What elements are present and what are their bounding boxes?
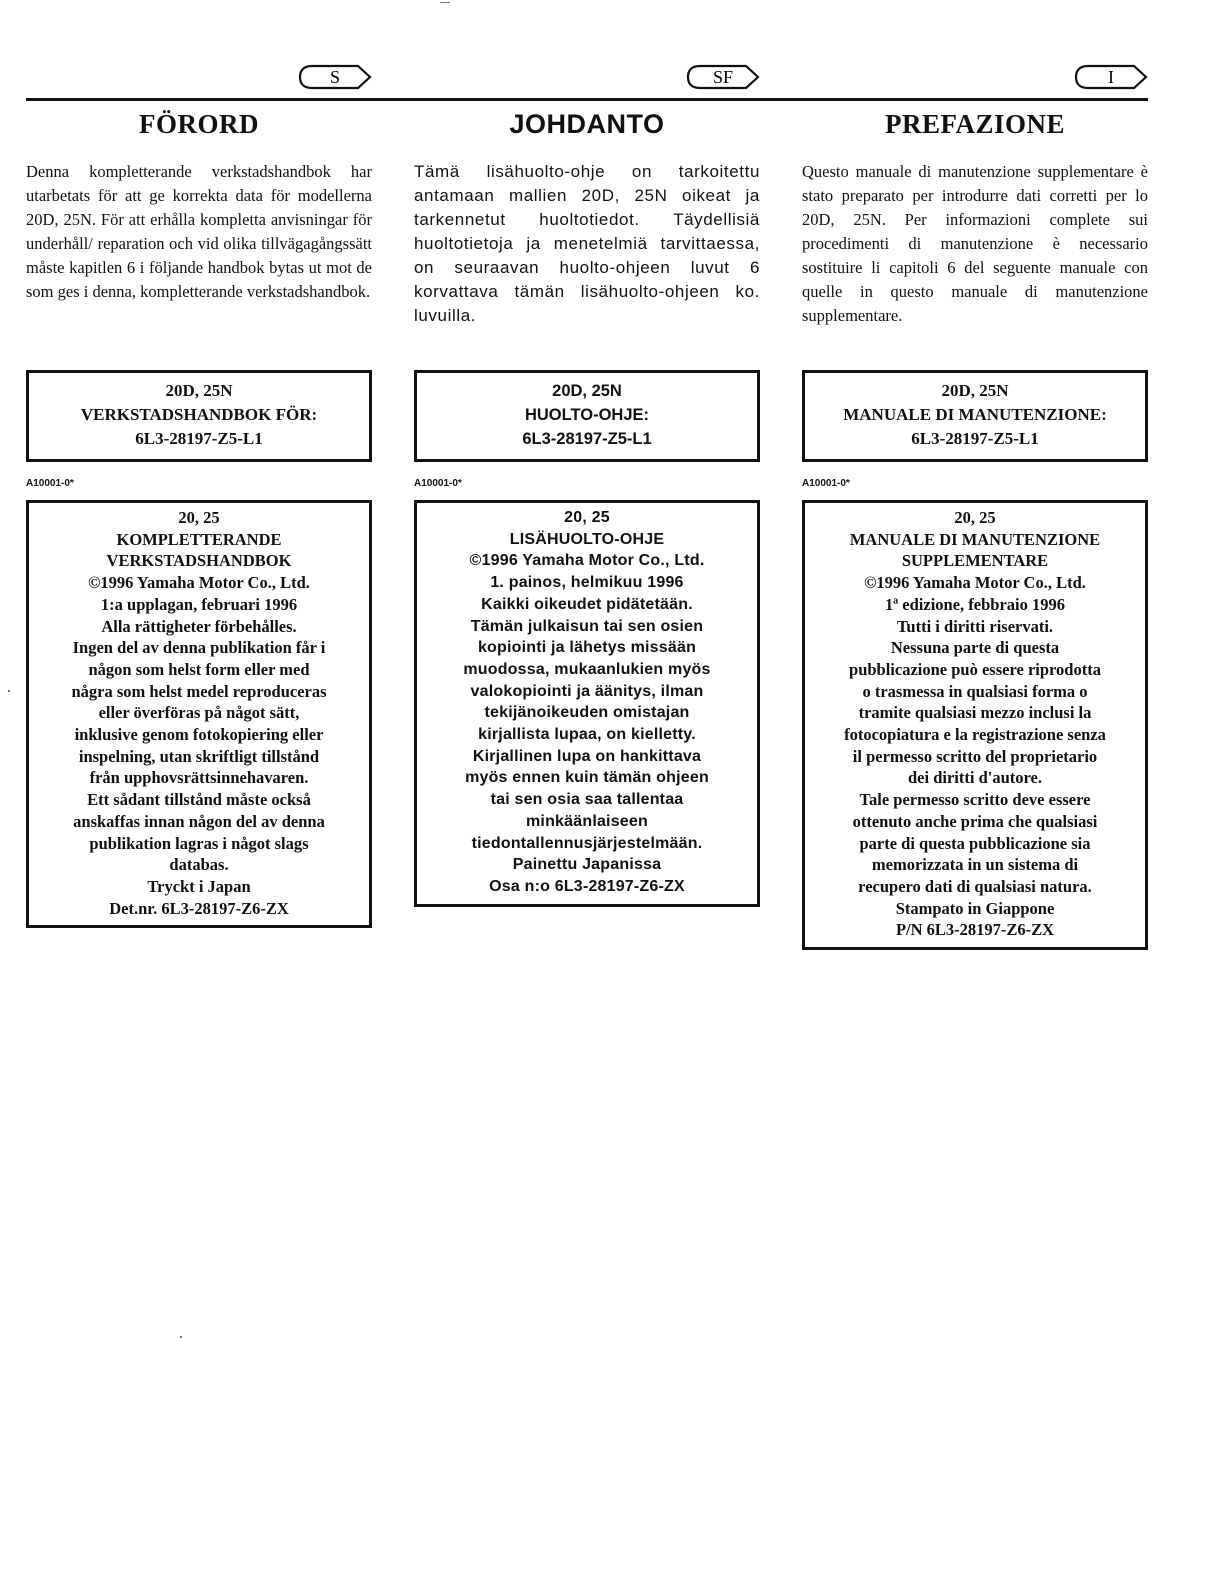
info-line: Nessuna parte di questa	[890, 638, 1060, 658]
info-line: 1:a upplagan, februari 1996	[100, 594, 298, 614]
info-line: minkäänlaiseen	[526, 812, 648, 830]
info-line: valokopiointi ja äänitys, ilman	[470, 682, 704, 700]
info-line: kopiointi ja lähetys missään	[477, 639, 697, 657]
reference-manual-title: VERKSTADSHANDBOK FÖR:	[80, 405, 318, 424]
intro-paragraph: Questo manuale di manutenzione supplementare è stato preparato per introdurre dati corretti per lo 20D, 25N. Per informazioni complete sui procedimenti di manutenzione è necessario sostituire li capitoli 6 del seguente manuale con quelle in questo manuale di manutenzione supplementare.	[802, 162, 1148, 325]
info-line: 20, 25	[564, 509, 610, 526]
info-line: inspelning, utan skriftligt tillstånd	[78, 746, 320, 766]
column-italian	[802, 60, 1148, 950]
info-line: VERKSTADSHANDBOK	[106, 551, 292, 571]
info-line: Tryckt i Japan	[147, 876, 251, 896]
info-line: MANUALE DI MANUTENZIONE	[849, 529, 1101, 549]
section-title: PREFAZIONE	[884, 109, 1065, 139]
reference-manual-title: HUOLTO-OHJE:	[524, 406, 650, 424]
reference-model: 20D, 25N	[552, 382, 622, 400]
language-badge-label: I	[1108, 67, 1114, 87]
info-line: 1. painos, helmikuu 1996	[490, 574, 684, 592]
info-line: ©1996 Yamaha Motor Co., Ltd.	[469, 552, 705, 570]
info-line: Kaikki oikeudet pidätetään.	[481, 595, 693, 613]
scan-speck	[180, 1336, 182, 1338]
reference-box	[414, 370, 760, 462]
info-line: ©1996 Yamaha Motor Co., Ltd.	[88, 573, 310, 593]
info-line: Ett sådant tillstånd måste också	[87, 790, 311, 810]
info-line: från upphovsrättsinnehavaren.	[89, 768, 309, 788]
info-line: kirjallista lupaa, on kielletty.	[478, 726, 696, 744]
info-line: KOMPLETTERANDE	[116, 529, 282, 549]
info-line: P/N 6L3-28197-Z6-ZX	[895, 920, 1055, 940]
intro-paragraph: Tämä lisähuolto-ohje on tarkoitettu antamaan mallien 20D, 25N oikeat ja tarkennetut huoltotiedot. Täydellisiä huoltotietoja ja menetelmiä tarvittaessa, on seuraavan huolto-ohjeen luvut 6 korvattava tämän lisähuolto-ohjeen ko. luvuilla.	[414, 162, 760, 325]
info-line: 1ª edizione, febbraio 1996	[884, 594, 1066, 614]
document-code: A10001-0*	[26, 478, 74, 489]
info-line: LISÄHUOLTO-OHJE	[509, 530, 665, 548]
info-line: Det.nr. 6L3-28197-Z6-ZX	[109, 898, 289, 918]
publication-info-box	[26, 500, 372, 928]
scan-speck	[440, 2, 450, 3]
publication-info-box	[802, 500, 1148, 950]
info-line: 20, 25	[178, 508, 220, 527]
info-line: myös ennen kuin tämän ohjeen	[465, 769, 709, 787]
language-badge-sf	[686, 64, 760, 90]
info-line: några som helst medel reproduceras	[71, 681, 327, 701]
info-line: tramite qualsiasi mezzo inclusi la	[858, 703, 1092, 723]
section-title: JOHDANTO	[509, 109, 665, 139]
badge-shape-icon	[1074, 64, 1148, 90]
reference-model: 20D, 25N	[165, 381, 233, 400]
info-line: muodossa, mukaanlukien myös	[463, 660, 711, 678]
info-line: Ingen del av denna publikation får i	[72, 638, 326, 658]
info-line: fotocopiatura e la registrazione senza	[844, 725, 1106, 745]
language-badge-s	[298, 64, 372, 90]
info-line: Tale permesso scritto deve essere	[859, 790, 1091, 810]
info-line: Kirjallinen lupa on hankittava	[472, 747, 702, 765]
info-line: publikation lagras i något slags	[89, 833, 309, 853]
document-code: A10001-0*	[802, 478, 850, 489]
column-finnish	[414, 60, 760, 907]
badge-shape-icon	[298, 64, 372, 90]
reference-model: 20D, 25N	[941, 381, 1009, 400]
info-line: dei diritti d'autore.	[908, 768, 1042, 788]
info-line: databas.	[169, 855, 229, 875]
info-line: recupero dati di qualsiasi natura.	[858, 876, 1092, 896]
section-title: FÖRORD	[139, 109, 259, 139]
publication-info-box	[414, 500, 760, 907]
info-line: tai sen osia saa tallentaa	[490, 791, 684, 809]
language-badge-label: S	[329, 67, 341, 87]
info-line: någon som helst form eller med	[88, 659, 310, 679]
info-line: il permesso scritto del proprietario	[852, 746, 1098, 766]
column-swedish	[26, 60, 372, 928]
info-line: SUPPLEMENTARE	[901, 551, 1049, 571]
reference-manual-title: MANUALE DI MANUTENZIONE:	[843, 405, 1107, 424]
reference-box	[802, 370, 1148, 462]
reference-part-number: 6L3-28197-Z5-L1	[911, 429, 1039, 448]
info-line: anskaffas innan någon del av denna	[73, 811, 325, 831]
language-badge-label: SF	[712, 67, 734, 87]
info-line: eller överföras på något sätt,	[98, 703, 300, 723]
info-line: o trasmessa in qualsiasi forma o	[862, 681, 1088, 701]
info-line: tekijänoikeuden omistajan	[484, 704, 690, 722]
scan-speck	[8, 690, 10, 692]
reference-box	[26, 370, 372, 462]
info-line: 20, 25	[954, 508, 996, 527]
document-code: A10001-0*	[414, 478, 462, 489]
info-line: Tämän julkaisun tai sen osien	[470, 617, 704, 635]
info-line: parte di questa pubblicazione sia	[859, 833, 1091, 853]
reference-part-number: 6L3-28197-Z5-L1	[135, 429, 263, 448]
info-line: memorizzata in un sistema di	[871, 855, 1079, 875]
info-line: ©1996 Yamaha Motor Co., Ltd.	[864, 573, 1086, 593]
info-line: Osa n:o 6L3-28197-Z6-ZX	[489, 877, 685, 895]
info-line: tiedontallennusjärjestelmään.	[471, 834, 703, 852]
info-line: Alla rättigheter förbehålles.	[101, 616, 297, 636]
info-line: Painettu Japanissa	[512, 856, 662, 874]
info-line: ottenuto anche prima che qualsiasi	[852, 811, 1098, 831]
intro-paragraph: Denna kompletterande verkstadshandbok har utarbetats för att ge korrekta data för modellerna 20D, 25N. För att erhålla kompletta anvisningar för underhåll/ reparation och vid olika tillvägagångssätt måste kapitlen 6 i följande handbok bytas ut mot de som ges i denna, kompletterande verkstadshandbok.	[26, 162, 372, 301]
info-line: Tutti i diritti riservati.	[896, 616, 1054, 636]
reference-part-number: 6L3-28197-Z5-L1	[522, 430, 652, 448]
info-line: Stampato in Giappone	[895, 898, 1055, 918]
info-line: inklusive genom fotokopiering eller	[74, 725, 324, 745]
info-line: pubblicazione può essere riprodotta	[849, 659, 1101, 679]
badge-shape-icon	[686, 64, 760, 90]
language-badge-i	[1074, 64, 1148, 90]
